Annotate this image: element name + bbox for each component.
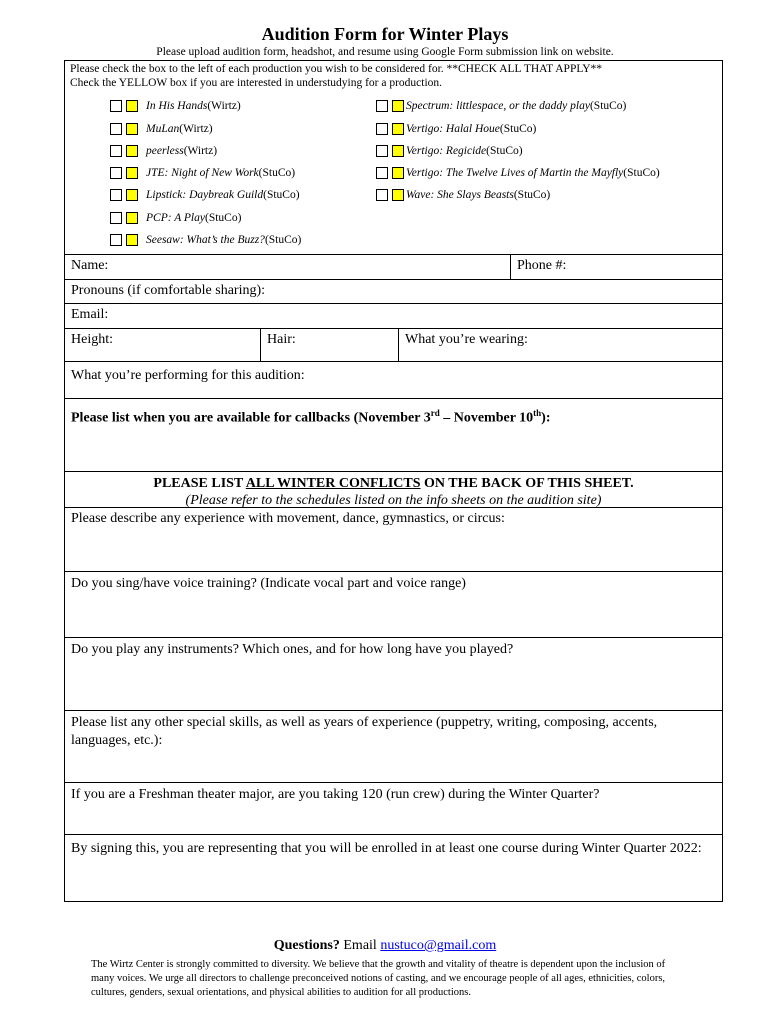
production-row: [110, 232, 301, 248]
understudy-checkbox[interactable]: [126, 234, 138, 246]
conflicts-notice: [65, 471, 722, 507]
diversity-statement: The Wirtz Center is strongly committed to diversity. We believe that the growth and vitality of theatre is dependent upon the inclusion of many voices. We urge all directors to challenge preconceived notions of casting, and we encourage people of all ages, ethnicities, colors, cultures, genders, sexual orientations, and physical abilities to audition for all productions.: [91, 959, 666, 998]
productions-section: [64, 60, 723, 255]
production-venue: (Wirtz): [207, 100, 241, 112]
production-name: PCP: A Play: [146, 212, 205, 224]
callbacks-field[interactable]: [65, 398, 722, 471]
consider-checkbox[interactable]: [110, 145, 122, 157]
production-row: [376, 98, 626, 114]
consider-checkbox[interactable]: [376, 123, 388, 135]
understudy-instructions: Check the YELLOW box if you are interested in understudying for a production.: [70, 77, 443, 89]
consider-checkbox[interactable]: [110, 100, 122, 112]
upload-instructions: Please upload audition form, headshot, and resume using Google Form submission link on website.: [156, 46, 614, 58]
production-row: [376, 165, 660, 181]
production-row: [110, 210, 241, 226]
callbacks-label: ):: [541, 410, 551, 426]
hair-field[interactable]: Hair:: [260, 328, 398, 361]
applicant-form: [64, 254, 723, 902]
production-venue: (StuCo): [499, 123, 537, 135]
production-name: Vertigo: The Twelve Lives of Martin the Mayfly: [406, 167, 624, 179]
production-name: In His Hands: [146, 100, 208, 112]
form-title: Audition Form for Winter Plays: [261, 24, 509, 44]
email-field[interactable]: Email:: [65, 303, 722, 328]
production-venue: (StuCo): [589, 100, 627, 112]
movement-field[interactable]: Please describe any experience with movement, dance, gymnastics, or circus:: [65, 507, 722, 571]
consider-checkbox[interactable]: [110, 167, 122, 179]
production-venue: (Wirtz): [179, 123, 213, 135]
conflicts-note: (Please refer to the schedules listed on the info sheets on the audition site): [185, 493, 602, 508]
understudy-checkbox[interactable]: [392, 145, 404, 157]
consider-checkbox[interactable]: [110, 123, 122, 135]
understudy-checkbox[interactable]: [126, 212, 138, 224]
production-name: Seesaw: What’s the Buzz?: [146, 234, 265, 246]
questions-label: Questions?: [273, 938, 340, 953]
production-row: [376, 143, 523, 159]
production-venue: (StuCo): [513, 189, 551, 201]
email-label: Email: [339, 938, 381, 953]
production-row: [110, 187, 300, 203]
understudy-checkbox[interactable]: [392, 123, 404, 135]
pronouns-field[interactable]: Pronouns (if comfortable sharing):: [65, 279, 722, 303]
understudy-checkbox[interactable]: [392, 167, 404, 179]
performing-field[interactable]: What you’re performing for this audition:: [65, 361, 722, 398]
understudy-checkbox[interactable]: [126, 145, 138, 157]
special-skills-field[interactable]: Please list any other special skills, as well as years of experience (puppetry, writing, composing, accents, languages, etc.):: [65, 710, 722, 782]
callbacks-sup: th: [533, 408, 542, 418]
production-row: [110, 121, 213, 137]
contact-email-link[interactable]: nustuco@gmail.com: [380, 938, 497, 953]
production-row: [110, 165, 295, 181]
production-name: Lipstick: Daybreak Guild: [146, 189, 264, 201]
production-name: MuLan: [146, 123, 180, 135]
production-venue: (Wirtz): [183, 145, 218, 157]
production-name: peerless: [146, 145, 184, 157]
questions-line: [0, 938, 770, 954]
production-name: Vertigo: Regicide: [406, 145, 487, 157]
understudy-checkbox[interactable]: [126, 100, 138, 112]
production-name: Spectrum: littlespace, or the daddy play: [406, 100, 590, 112]
callbacks-label: – November 10: [439, 410, 534, 426]
consider-checkbox[interactable]: [110, 189, 122, 201]
understudy-checkbox[interactable]: [126, 123, 138, 135]
phone-field[interactable]: Phone #:: [510, 255, 722, 279]
production-venue: (StuCo): [263, 189, 300, 201]
consider-checkbox[interactable]: [110, 234, 122, 246]
instruments-field[interactable]: Do you play any instruments? Which ones, and for how long have you played?: [65, 637, 722, 710]
consider-checkbox[interactable]: [376, 167, 388, 179]
production-row: [376, 187, 550, 203]
understudy-checkbox[interactable]: [126, 189, 138, 201]
wearing-field[interactable]: What you’re wearing:: [398, 328, 722, 361]
production-name: Vertigo: Halal Houe: [406, 123, 500, 135]
freshman-field[interactable]: If you are a Freshman theater major, are you taking 120 (run crew) during the Winter Quarter?: [65, 782, 722, 834]
conflicts-heading: PLEASE LIST ALL WINTER CONFLICTS ON THE BACK OF THIS SHEET.: [153, 476, 634, 491]
consider-checkbox[interactable]: [376, 145, 388, 157]
voice-training-field[interactable]: Do you sing/have voice training? (Indicate vocal part and voice range): [65, 571, 722, 637]
understudy-checkbox[interactable]: [392, 189, 404, 201]
production-name: Wave: She Slays Beasts: [406, 189, 514, 201]
production-row: [376, 121, 536, 137]
understudy-checkbox[interactable]: [392, 100, 404, 112]
production-venue: (StuCo): [264, 234, 302, 246]
consider-checkbox[interactable]: [376, 100, 388, 112]
production-venue: (StuCo): [486, 145, 523, 157]
consider-checkbox[interactable]: [110, 212, 122, 224]
production-name: JTE: Night of New Work: [146, 167, 259, 179]
production-venue: (StuCo): [204, 212, 242, 224]
name-field[interactable]: Name:: [71, 258, 109, 273]
production-row: [110, 98, 241, 114]
production-row: [110, 143, 217, 159]
production-venue: (StuCo): [623, 167, 660, 179]
production-venue: (StuCo): [258, 167, 296, 179]
signature-field[interactable]: By signing this, you are representing that you will be enrolled in at least one course during Winter Quarter 2022:: [65, 834, 722, 901]
understudy-checkbox[interactable]: [126, 167, 138, 179]
height-field[interactable]: Height:: [65, 328, 260, 361]
check-instructions: Please check the box to the left of each production you wish to be considered for. **CHECK ALL THAT APPLY**: [70, 63, 603, 75]
callbacks-sup: rd: [430, 408, 440, 418]
callbacks-label: Please list when you are available for callbacks (November 3: [71, 410, 431, 426]
consider-checkbox[interactable]: [376, 189, 388, 201]
